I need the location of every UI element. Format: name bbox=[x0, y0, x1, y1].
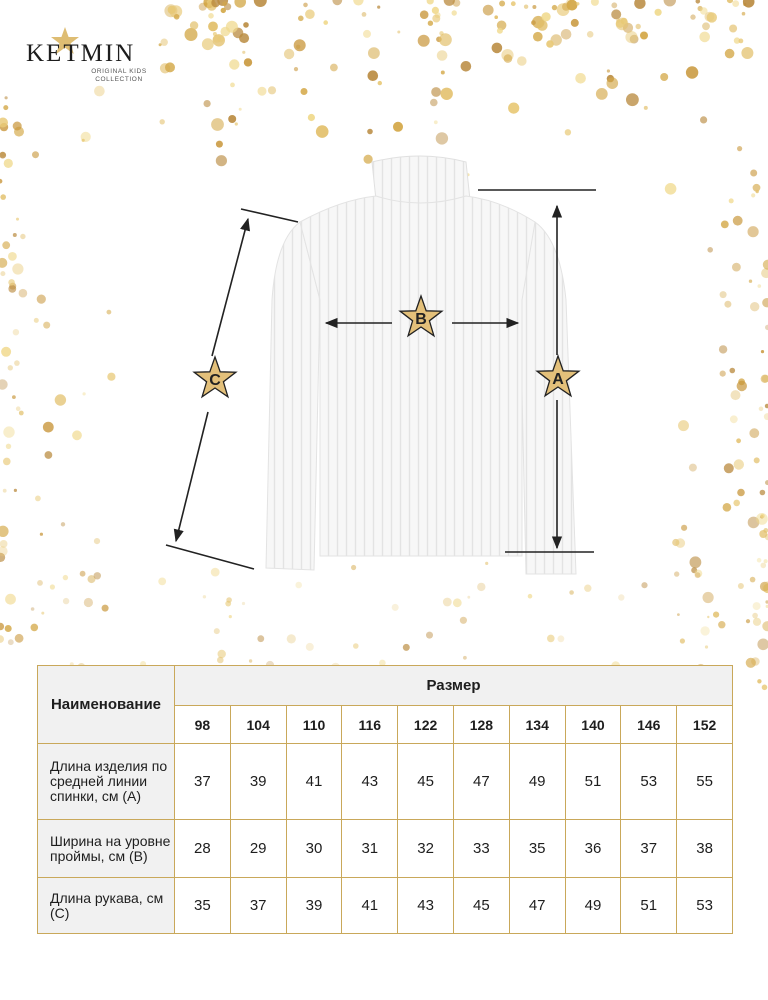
confetti-dot bbox=[0, 635, 4, 643]
confetti-dot bbox=[696, 0, 701, 4]
size-cell: 98 bbox=[175, 706, 231, 744]
confetti-dot bbox=[443, 598, 452, 607]
confetti-dot bbox=[463, 656, 467, 660]
value-cell: 31 bbox=[342, 820, 398, 878]
confetti-dot bbox=[305, 9, 315, 19]
confetti-dot bbox=[185, 28, 198, 41]
confetti-dot bbox=[569, 590, 574, 595]
confetti-dot bbox=[571, 19, 579, 27]
confetti-dot bbox=[403, 644, 410, 651]
confetti-dot bbox=[677, 613, 680, 616]
confetti-dot bbox=[249, 659, 252, 662]
confetti-dot bbox=[690, 14, 695, 19]
confetti-dot bbox=[746, 658, 756, 668]
confetti-dot bbox=[680, 638, 685, 643]
value-cell: 39 bbox=[230, 744, 286, 820]
confetti-dot bbox=[565, 129, 571, 135]
brand-tagline-line2: COLLECTION bbox=[95, 76, 143, 83]
confetti-dot bbox=[561, 29, 572, 40]
confetti-dot bbox=[5, 96, 8, 99]
confetti-dot bbox=[511, 1, 516, 6]
size-cell: 128 bbox=[453, 706, 509, 744]
confetti-dot bbox=[174, 14, 180, 20]
confetti-dot bbox=[330, 64, 338, 72]
confetti-dot bbox=[221, 8, 226, 13]
value-cell: 45 bbox=[453, 878, 509, 934]
confetti-dot bbox=[660, 73, 668, 81]
confetti-dot bbox=[230, 83, 235, 88]
confetti-dot bbox=[439, 33, 452, 46]
confetti-dot bbox=[208, 13, 214, 19]
confetti-dot bbox=[546, 40, 554, 48]
sleeve-bottom-guide bbox=[166, 545, 254, 569]
value-cell: 51 bbox=[565, 744, 621, 820]
confetti-dot bbox=[353, 643, 359, 649]
confetti-dot bbox=[3, 105, 8, 110]
confetti-dot bbox=[753, 618, 761, 626]
value-cell: 49 bbox=[565, 878, 621, 934]
confetti-dot bbox=[460, 617, 467, 624]
value-cell: 41 bbox=[286, 744, 342, 820]
size-chart-table bbox=[37, 665, 733, 934]
confetti-dot bbox=[0, 623, 4, 630]
value-cell: 39 bbox=[286, 878, 342, 934]
confetti-dot bbox=[301, 88, 308, 95]
confetti-dot bbox=[705, 645, 708, 648]
confetti-dot bbox=[368, 70, 379, 81]
confetti-dot bbox=[204, 2, 208, 6]
confetti-dot bbox=[221, 27, 231, 37]
confetti-dot bbox=[752, 613, 758, 619]
value-cell: 37 bbox=[175, 744, 231, 820]
confetti-dot bbox=[441, 88, 453, 100]
confetti-dot bbox=[239, 108, 242, 111]
brand-tagline-line1: ORIGINAL KIDS bbox=[91, 68, 147, 75]
confetti-dot bbox=[418, 35, 430, 47]
value-cell: 37 bbox=[230, 878, 286, 934]
confetti-dot bbox=[607, 69, 610, 72]
value-cell: 47 bbox=[453, 744, 509, 820]
confetti-dot bbox=[762, 685, 768, 691]
confetti-dot bbox=[362, 12, 367, 17]
confetti-dot bbox=[644, 106, 648, 110]
confetti-dot bbox=[655, 9, 662, 16]
size-cell: 116 bbox=[342, 706, 398, 744]
confetti-dot bbox=[434, 120, 438, 124]
confetti-dot bbox=[257, 635, 264, 642]
confetti-dot bbox=[363, 30, 371, 38]
confetti-dot bbox=[452, 10, 457, 15]
confetti-dot bbox=[254, 0, 267, 7]
confetti-dot bbox=[308, 114, 315, 121]
confetti-dot bbox=[664, 0, 676, 6]
value-cell: 32 bbox=[398, 820, 454, 878]
confetti-dot bbox=[239, 33, 249, 43]
value-cell: 43 bbox=[398, 878, 454, 934]
confetti-dot bbox=[165, 62, 175, 72]
confetti-dot bbox=[31, 607, 35, 611]
confetti-dot bbox=[190, 21, 198, 29]
confetti-dot bbox=[453, 598, 462, 607]
confetti-dot bbox=[596, 88, 608, 100]
table-header-row bbox=[38, 666, 733, 706]
confetti-dot bbox=[713, 612, 719, 618]
confetti-dot bbox=[542, 12, 551, 21]
confetti-dot bbox=[102, 605, 109, 612]
confetti-dot bbox=[547, 635, 555, 643]
confetti-dot bbox=[483, 5, 494, 16]
value-cell: 43 bbox=[342, 744, 398, 820]
confetti-dot bbox=[430, 99, 438, 107]
marker-c-star-icon bbox=[194, 357, 236, 397]
value-cell: 38 bbox=[677, 820, 733, 878]
confetti-dot bbox=[700, 116, 707, 123]
confetti-dot bbox=[428, 21, 433, 26]
confetti-dot bbox=[753, 602, 761, 610]
confetti-dot bbox=[203, 595, 206, 598]
confetti-dot bbox=[762, 621, 768, 631]
confetti-dot bbox=[15, 634, 24, 643]
sleeve-arrow-bottom bbox=[176, 412, 208, 541]
value-cell: 29 bbox=[230, 820, 286, 878]
confetti-dot bbox=[640, 32, 648, 40]
value-cell: 33 bbox=[453, 820, 509, 878]
confetti-dot bbox=[5, 594, 16, 605]
confetti-dot bbox=[217, 36, 224, 43]
confetti-dot bbox=[700, 7, 708, 15]
confetti-dot bbox=[226, 597, 232, 603]
confetti-dot bbox=[13, 122, 22, 131]
confetti-dot bbox=[702, 22, 710, 30]
confetti-dot bbox=[531, 20, 536, 25]
header-size-cell: Размер bbox=[175, 666, 733, 706]
confetti-dot bbox=[332, 0, 342, 5]
confetti-dot bbox=[508, 103, 519, 114]
brand-logo bbox=[26, 28, 156, 88]
confetti-dot bbox=[41, 612, 44, 615]
sleeve-arrow-top bbox=[212, 219, 248, 356]
confetti-dot bbox=[727, 0, 733, 3]
size-cell: 152 bbox=[677, 706, 733, 744]
confetti-dot bbox=[528, 594, 533, 599]
confetti-dot bbox=[611, 2, 617, 8]
confetti-dot bbox=[533, 32, 543, 42]
confetti-dot bbox=[208, 22, 218, 32]
row-label-length: Длина изделия по средней линии спинки, см (А) bbox=[38, 744, 175, 820]
confetti-dot bbox=[218, 650, 226, 658]
confetti-dot bbox=[757, 639, 768, 651]
confetti-dot bbox=[552, 5, 557, 10]
confetti-dot bbox=[587, 31, 594, 38]
confetti-dot bbox=[707, 616, 709, 618]
confetti-dot bbox=[558, 635, 565, 642]
confetti-dot bbox=[699, 32, 710, 43]
value-cell: 47 bbox=[509, 878, 565, 934]
confetti-dot bbox=[294, 39, 306, 51]
confetti-dot bbox=[298, 15, 304, 21]
confetti-dot bbox=[700, 626, 709, 635]
confetti-dot bbox=[757, 679, 761, 683]
confetti-dot bbox=[235, 122, 238, 125]
confetti-dot bbox=[228, 115, 236, 123]
confetti-dot bbox=[168, 6, 176, 14]
marker-a-label: A bbox=[552, 371, 564, 388]
confetti-dot bbox=[441, 71, 445, 75]
marker-c-label: C bbox=[209, 372, 221, 389]
value-cell: 35 bbox=[175, 878, 231, 934]
confetti-dot bbox=[368, 47, 380, 59]
confetti-dot bbox=[202, 38, 214, 50]
confetti-dot bbox=[294, 67, 298, 71]
confetti-dot bbox=[746, 619, 750, 623]
confetti-dot bbox=[618, 594, 624, 600]
confetti-dot bbox=[497, 28, 503, 34]
confetti-dot bbox=[625, 31, 637, 43]
header-name-cell: Наименование bbox=[38, 666, 175, 744]
row-label-sleeve: Длина рукава, см (С) bbox=[38, 878, 175, 934]
confetti-dot bbox=[229, 59, 239, 69]
value-cell: 37 bbox=[621, 820, 677, 878]
size-cell: 122 bbox=[398, 706, 454, 744]
confetti-dot bbox=[575, 73, 586, 84]
value-cell: 55 bbox=[677, 744, 733, 820]
value-cell: 49 bbox=[509, 744, 565, 820]
value-cell: 30 bbox=[286, 820, 342, 878]
size-cell: 146 bbox=[621, 706, 677, 744]
confetti-dot bbox=[492, 43, 503, 54]
confetti-dot bbox=[204, 100, 211, 107]
table-row bbox=[38, 878, 733, 934]
value-cell: 41 bbox=[342, 878, 398, 934]
confetti-dot bbox=[258, 87, 267, 96]
confetti-dot bbox=[353, 0, 363, 6]
confetti-dot bbox=[517, 56, 527, 66]
confetti-dot bbox=[739, 39, 744, 44]
confetti-dot bbox=[217, 657, 224, 664]
confetti-dot bbox=[532, 5, 536, 9]
confetti-dot bbox=[159, 43, 162, 46]
confetti-dot bbox=[524, 5, 528, 9]
marker-b-label: B bbox=[415, 311, 427, 328]
confetti-dot bbox=[367, 129, 373, 135]
confetti-dot bbox=[729, 25, 737, 33]
confetti-dot bbox=[732, 0, 739, 7]
confetti-dot bbox=[211, 118, 224, 131]
value-cell: 35 bbox=[509, 820, 565, 878]
confetti-dot bbox=[160, 119, 165, 124]
confetti-dot bbox=[634, 0, 645, 9]
confetti-dot bbox=[499, 1, 505, 7]
confetti-dot bbox=[214, 628, 220, 634]
confetti-dot bbox=[432, 7, 439, 14]
confetti-dot bbox=[393, 122, 403, 132]
confetti-dot bbox=[432, 15, 440, 23]
confetti-dot bbox=[741, 47, 753, 59]
confetti-dot bbox=[392, 604, 399, 611]
sleeve-top-guide bbox=[241, 209, 298, 222]
garment-measurement-diagram bbox=[0, 140, 768, 590]
size-cell: 110 bbox=[286, 706, 342, 744]
confetti-dot bbox=[576, 2, 579, 5]
confetti-dot bbox=[636, 24, 641, 29]
size-cell: 134 bbox=[509, 706, 565, 744]
confetti-dot bbox=[243, 22, 249, 28]
confetti-dot bbox=[397, 31, 400, 34]
confetti-dot bbox=[323, 20, 328, 25]
confetti-dot bbox=[31, 624, 39, 632]
confetti-dot bbox=[703, 592, 714, 603]
confetti-dot bbox=[378, 81, 382, 85]
confetti-dot bbox=[461, 61, 472, 72]
value-cell: 53 bbox=[677, 878, 733, 934]
turtleneck-sweater-icon bbox=[266, 156, 576, 574]
brand-tagline bbox=[84, 68, 154, 84]
confetti-dot bbox=[63, 598, 69, 604]
confetti-dot bbox=[611, 9, 621, 19]
size-cell: 140 bbox=[565, 706, 621, 744]
value-cell: 51 bbox=[621, 878, 677, 934]
confetti-dot bbox=[244, 58, 252, 66]
confetti-dot bbox=[686, 66, 698, 78]
confetti-dot bbox=[467, 596, 470, 599]
confetti-dot bbox=[161, 39, 168, 46]
confetti-dot bbox=[725, 49, 735, 59]
confetti-dot bbox=[242, 602, 245, 605]
value-cell: 28 bbox=[175, 820, 231, 878]
confetti-dot bbox=[591, 0, 599, 6]
confetti-dot bbox=[707, 12, 717, 22]
confetti-dot bbox=[242, 51, 245, 54]
confetti-dot bbox=[284, 49, 294, 59]
confetti-dot bbox=[427, 0, 434, 5]
confetti-dot bbox=[431, 87, 441, 97]
confetti-dot bbox=[426, 632, 433, 639]
confetti-dot bbox=[287, 634, 296, 643]
value-cell: 36 bbox=[565, 820, 621, 878]
value-cell: 53 bbox=[621, 744, 677, 820]
confetti-dot bbox=[229, 615, 232, 618]
row-label-width: Ширина на уровне проймы, см (В) bbox=[38, 820, 175, 878]
confetti-dot bbox=[504, 54, 513, 63]
confetti-dot bbox=[621, 18, 628, 25]
table-row bbox=[38, 820, 733, 878]
confetti-dot bbox=[494, 15, 498, 19]
confetti-dot bbox=[84, 598, 93, 607]
confetti-dot bbox=[8, 639, 14, 645]
confetti-dot bbox=[420, 10, 429, 19]
confetti-dot bbox=[743, 0, 755, 8]
size-cell: 104 bbox=[230, 706, 286, 744]
confetti-dot bbox=[316, 125, 329, 138]
confetti-dot bbox=[537, 20, 548, 31]
confetti-dot bbox=[306, 643, 314, 651]
confetti-dot bbox=[5, 625, 12, 632]
value-cell: 45 bbox=[398, 744, 454, 820]
table-row bbox=[38, 744, 733, 820]
confetti-dot bbox=[303, 3, 308, 8]
confetti-dot bbox=[742, 12, 746, 16]
confetti-dot bbox=[718, 621, 725, 628]
confetti-dot bbox=[567, 0, 578, 11]
confetti-dot bbox=[437, 50, 448, 61]
brand-name: KETMIN bbox=[26, 40, 136, 67]
confetti-dot bbox=[607, 77, 619, 89]
confetti-dot bbox=[377, 6, 380, 9]
confetti-dot bbox=[268, 86, 276, 94]
confetti-dot bbox=[222, 1, 227, 6]
confetti-dot bbox=[626, 93, 639, 106]
confetti-dot bbox=[234, 0, 246, 8]
